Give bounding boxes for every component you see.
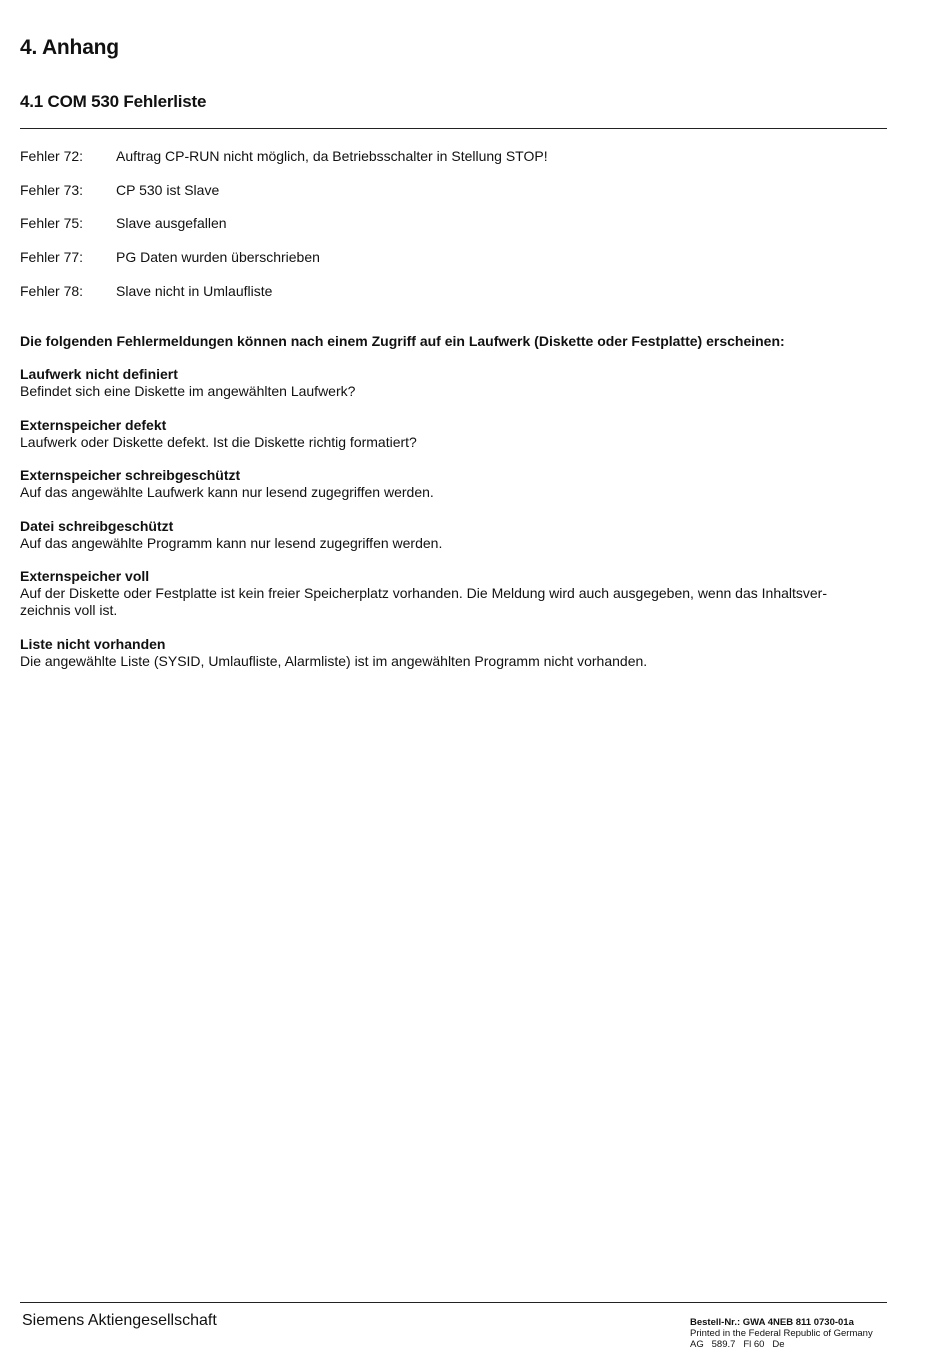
message-title: Laufwerk nicht definiert bbox=[20, 366, 178, 382]
printed-note: Printed in the Federal Republic of Germany bbox=[690, 1328, 873, 1339]
error-code: Fehler 75: bbox=[20, 215, 84, 232]
error-description: PG Daten wurden überschrieben bbox=[116, 249, 320, 266]
message-block bbox=[20, 518, 900, 552]
message-block bbox=[20, 366, 900, 400]
error-description: Slave nicht in Umlaufliste bbox=[116, 282, 273, 299]
error-row bbox=[20, 282, 887, 316]
order-number: Bestell-Nr.: GWA 4NEB 811 0730-01a bbox=[690, 1317, 854, 1328]
message-list bbox=[20, 366, 900, 686]
error-code: Fehler 73: bbox=[20, 181, 84, 198]
message-title: Datei schreibgeschützt bbox=[20, 517, 174, 534]
message-description: Befindet sich eine Diskette im angewählten Laufwerk? bbox=[20, 383, 356, 399]
error-list bbox=[20, 147, 887, 315]
message-block bbox=[20, 467, 900, 501]
message-description: Auf das angewählte Laufwerk kann nur lesend zugegriffen werden. bbox=[20, 484, 434, 500]
message-block bbox=[20, 636, 900, 670]
divider bbox=[20, 128, 887, 129]
error-description: Auftrag CP-RUN nicht möglich, da Betriebsschalter in Stellung STOP! bbox=[116, 148, 548, 164]
message-description: Laufwerk oder Diskette defekt. Ist die Diskette richtig formatiert? bbox=[20, 433, 417, 450]
section-title: 4.1 COM 530 Fehlerliste bbox=[20, 92, 207, 111]
imprint bbox=[690, 1317, 890, 1350]
error-code: Fehler 77: bbox=[20, 249, 84, 266]
error-row bbox=[20, 147, 887, 181]
imprint-code: AG 589.7 Fl 60 De bbox=[690, 1339, 785, 1350]
message-title: Liste nicht vorhanden bbox=[20, 635, 166, 652]
message-title: Externspeicher defekt bbox=[20, 416, 167, 433]
message-block bbox=[20, 568, 900, 619]
company-name: Siemens Aktiengesellschaft bbox=[22, 1312, 217, 1329]
message-block bbox=[20, 417, 900, 451]
page-title: 4. Anhang bbox=[20, 36, 119, 59]
error-row bbox=[20, 214, 887, 248]
footer-divider bbox=[20, 1302, 887, 1303]
message-description: Auf der Diskette oder Festplatte ist kein freier Speicherplatz vorhanden. Die Meldung wird auch ausgegeben, wenn das Inhaltsver- zeichnis voll ist. bbox=[20, 585, 828, 618]
error-row bbox=[20, 248, 887, 282]
message-description: Auf das angewählte Programm kann nur lesend zugegriffen werden. bbox=[20, 534, 443, 551]
message-title: Externspeicher voll bbox=[20, 568, 150, 584]
message-description: Die angewählte Liste (SYSID, Umlaufliste, Alarmliste) ist im angewählten Programm nicht vorhanden. bbox=[20, 652, 648, 669]
error-description: Slave ausgefallen bbox=[116, 215, 227, 232]
error-code: Fehler 78: bbox=[20, 282, 84, 299]
intro-paragraph: Die folgenden Fehlermeldungen können nach einem Zugriff auf ein Laufwerk (Diskette oder Festplatte) erscheinen: bbox=[20, 333, 785, 349]
message-title: Externspeicher schreibgeschützt bbox=[20, 467, 241, 483]
error-description: CP 530 ist Slave bbox=[116, 181, 220, 198]
error-code: Fehler 72: bbox=[20, 148, 84, 164]
error-row bbox=[20, 181, 887, 215]
